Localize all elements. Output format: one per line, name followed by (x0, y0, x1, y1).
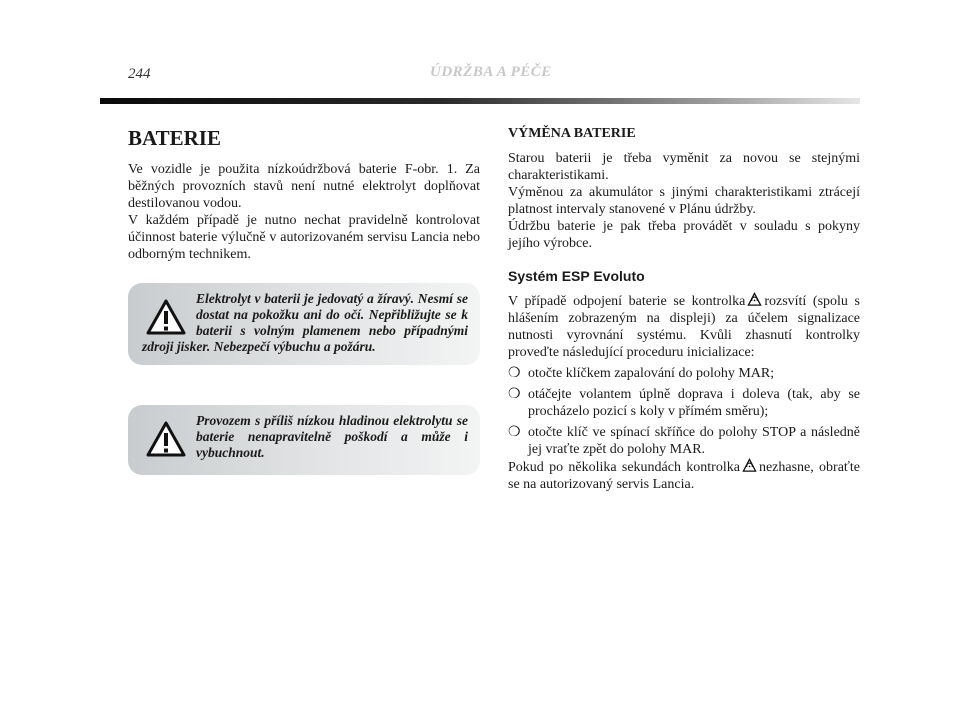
battery-intro: Ve vozidle je použita nízkoúdržbová baterie F-obr. 1. Za běžných provozních stavů není nutné elektrolyt doplňovat destilovanou vodou. V každém případě je nutno nechat pravidelně kontrolovat účinnost baterie výlučně v autorizovaném servisu Lancia nebo odborným technikem. (128, 162, 480, 262)
replacement-heading: VÝMĚNA BATERIE (508, 126, 636, 141)
esp-intro-end: rozsvítí (spolu s hlášením zobrazeným na displeji) za účelem signalizace nutnosti vyrovnání systému. Kvůli zhasnutí kontrolky proveďte následující proceduru inicializace: (508, 294, 860, 360)
list-item (508, 365, 860, 382)
warning-text-electrolyte: Elektrolyt v baterii je jedovatý a žíravý. Nesmí se dostat na pokožku ani do očí. Nepřibližujte se k baterii s volným plamenem nebo případnými zdroji jisker. Nebezpečí výbuchu a požáru. (142, 291, 468, 354)
esp-intro (508, 292, 860, 361)
page-number: 244 (128, 66, 151, 82)
esp-outro-start: Pokud po několika sekundách kontrolka (508, 460, 740, 475)
bullet-symbol: ❍ (508, 425, 521, 440)
esp-heading: Systém ESP Evoluto (508, 268, 645, 284)
warning-box-electrolyte (128, 283, 480, 365)
left-column (128, 126, 480, 475)
step-text: otáčejte volantem úplně doprava i doleva (tak, aby se procházelo pozicí s koly v přímém směru); (528, 387, 860, 419)
esp-warning-icon (742, 458, 757, 473)
battery-heading: BATERIE (128, 126, 221, 150)
warning-triangle-icon (146, 299, 186, 335)
warning-box-low-level (128, 405, 480, 475)
right-column (508, 126, 860, 493)
step-text: otočte klíčkem zapalování do polohy MAR; (528, 366, 775, 381)
esp-outro (508, 458, 860, 493)
list-item (508, 424, 860, 458)
bullet-symbol: ❍ (508, 366, 521, 381)
esp-outro-end: nezhasne, obraťte se na autorizovaný servis Lancia. (508, 460, 860, 492)
bullet-symbol: ❍ (508, 387, 521, 402)
replacement-text: Starou baterii je třeba vyměnit za novou se stejnými charakteristikami. Výměnou za akumulátor s jinými charakteristikami ztrácejí platnost intervaly stanovené v Plánu údržby. Údržbu baterie je pak třeba provádět v souladu s pokyny jejího výrobce. (508, 151, 860, 251)
header-rule (100, 98, 860, 104)
esp-warning-icon (747, 292, 762, 307)
list-item (508, 386, 860, 420)
chapter-title: ÚDRŽBA A PÉČE (430, 64, 552, 80)
warning-text-low-level: Provozem s příliš nízkou hladinou elektrolytu se baterie nenapravitelně poškodí a může i vybuchnout. (196, 413, 468, 460)
esp-intro-start: V případě odpojení baterie se kontrolka (508, 294, 746, 309)
warning-triangle-icon (146, 421, 186, 457)
step-text: otočte klíč ve spínací skříňce do polohy STOP a následně jej vraťte zpět do polohy MAR. (528, 425, 860, 457)
